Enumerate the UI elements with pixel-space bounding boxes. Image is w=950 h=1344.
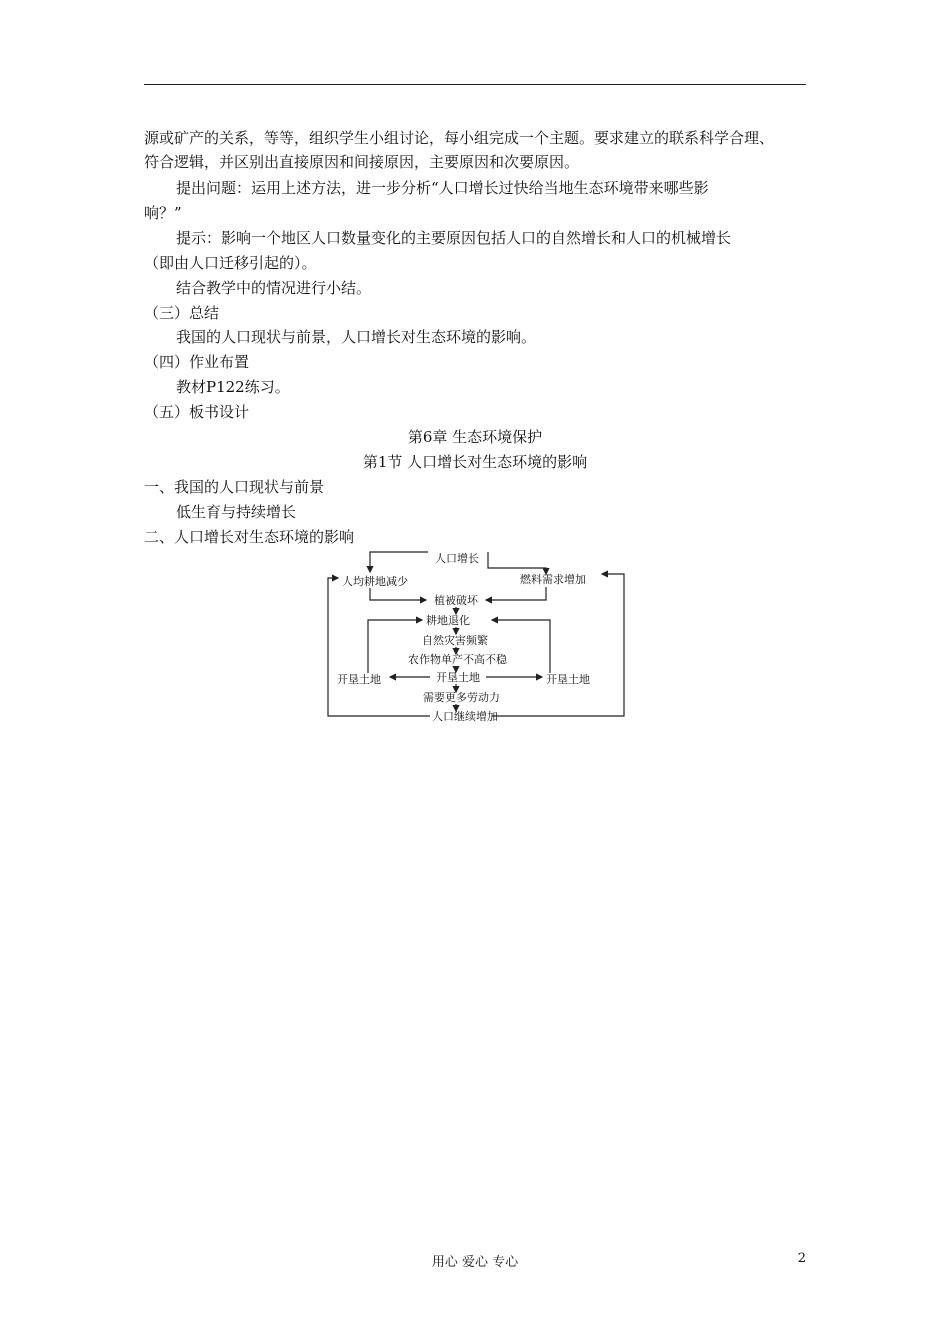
arrow-top-left — [370, 552, 428, 572]
node-land-reclaim-left: 开垦土地 — [337, 673, 381, 686]
outline-subitem: 低生育与持续增长 — [176, 503, 297, 521]
arrow-right-to-veg — [486, 587, 546, 600]
node-land-reclaim-center: 开垦土地 — [436, 671, 480, 684]
node-population-continue: 人口继续增加 — [432, 710, 498, 723]
node-population-growth: 人口增长 — [435, 552, 479, 565]
outline-item: 一、我国的人口现状与前景 — [144, 478, 325, 496]
node-fuel-demand: 燃料需求增加 — [520, 573, 586, 586]
node-crop-yield: 农作物单产不高不稳 — [408, 653, 507, 666]
footer-motto: 用心 爱心 专心 — [431, 1255, 519, 1270]
section-heading: （五）板书设计 — [144, 403, 250, 421]
paragraph-line: 符合逻辑，并区别出直接原因和间接原因，主要原因和次要原因。 — [144, 153, 580, 171]
paragraph-line: 教材P122练习。 — [176, 378, 290, 396]
paragraph-line: 提示：影响一个地区人口数量变化的主要原因包括人口的自然增长和人口的机械增长 — [176, 229, 732, 247]
node-arable-decrease: 人均耕地减少 — [342, 575, 408, 588]
arrow-left-to-veg — [370, 588, 426, 600]
arrow-top-right — [488, 552, 546, 574]
node-land-reclaim-right: 开垦土地 — [546, 673, 590, 686]
arrow-outer-right-loop — [492, 574, 624, 716]
paragraph-line: 源或矿产的关系，等等，组织学生小组讨论，每小组完成一个主题。要求建立的联系科学合理、 — [144, 129, 775, 147]
node-vegetation-damage: 植被破坏 — [434, 594, 478, 607]
node-land-degradation: 耕地退化 — [426, 614, 470, 627]
chapter-title: 第6章 生态环境保护 — [407, 428, 543, 446]
node-more-labor: 需要更多劳动力 — [423, 691, 500, 704]
paragraph-line: （即由人口迁移引起的）。 — [144, 254, 317, 272]
page-number: 2 — [797, 1251, 806, 1266]
population-flowchart — [320, 546, 630, 726]
section-title: 第1节 人口增长对生态环境的影响 — [362, 453, 588, 471]
section-heading: （三）总结 — [144, 304, 220, 322]
paragraph-line: 结合教学中的情况进行小结。 — [176, 279, 372, 297]
header-rule — [144, 84, 806, 85]
arrow-outer-left-loop — [328, 578, 430, 716]
paragraph-line: 我国的人口现状与前景，人口增长对生态环境的影响。 — [176, 328, 537, 346]
node-natural-disasters: 自然灾害频繁 — [422, 634, 488, 647]
outline-item: 二、人口增长对生态环境的影响 — [144, 528, 355, 546]
section-heading: （四）作业布置 — [144, 353, 250, 371]
paragraph-line: 提出问题：运用上述方法，进一步分析“人口增长过快给当地生态环境带来哪些影 — [176, 179, 709, 197]
paragraph-line: 响？” — [144, 204, 182, 222]
